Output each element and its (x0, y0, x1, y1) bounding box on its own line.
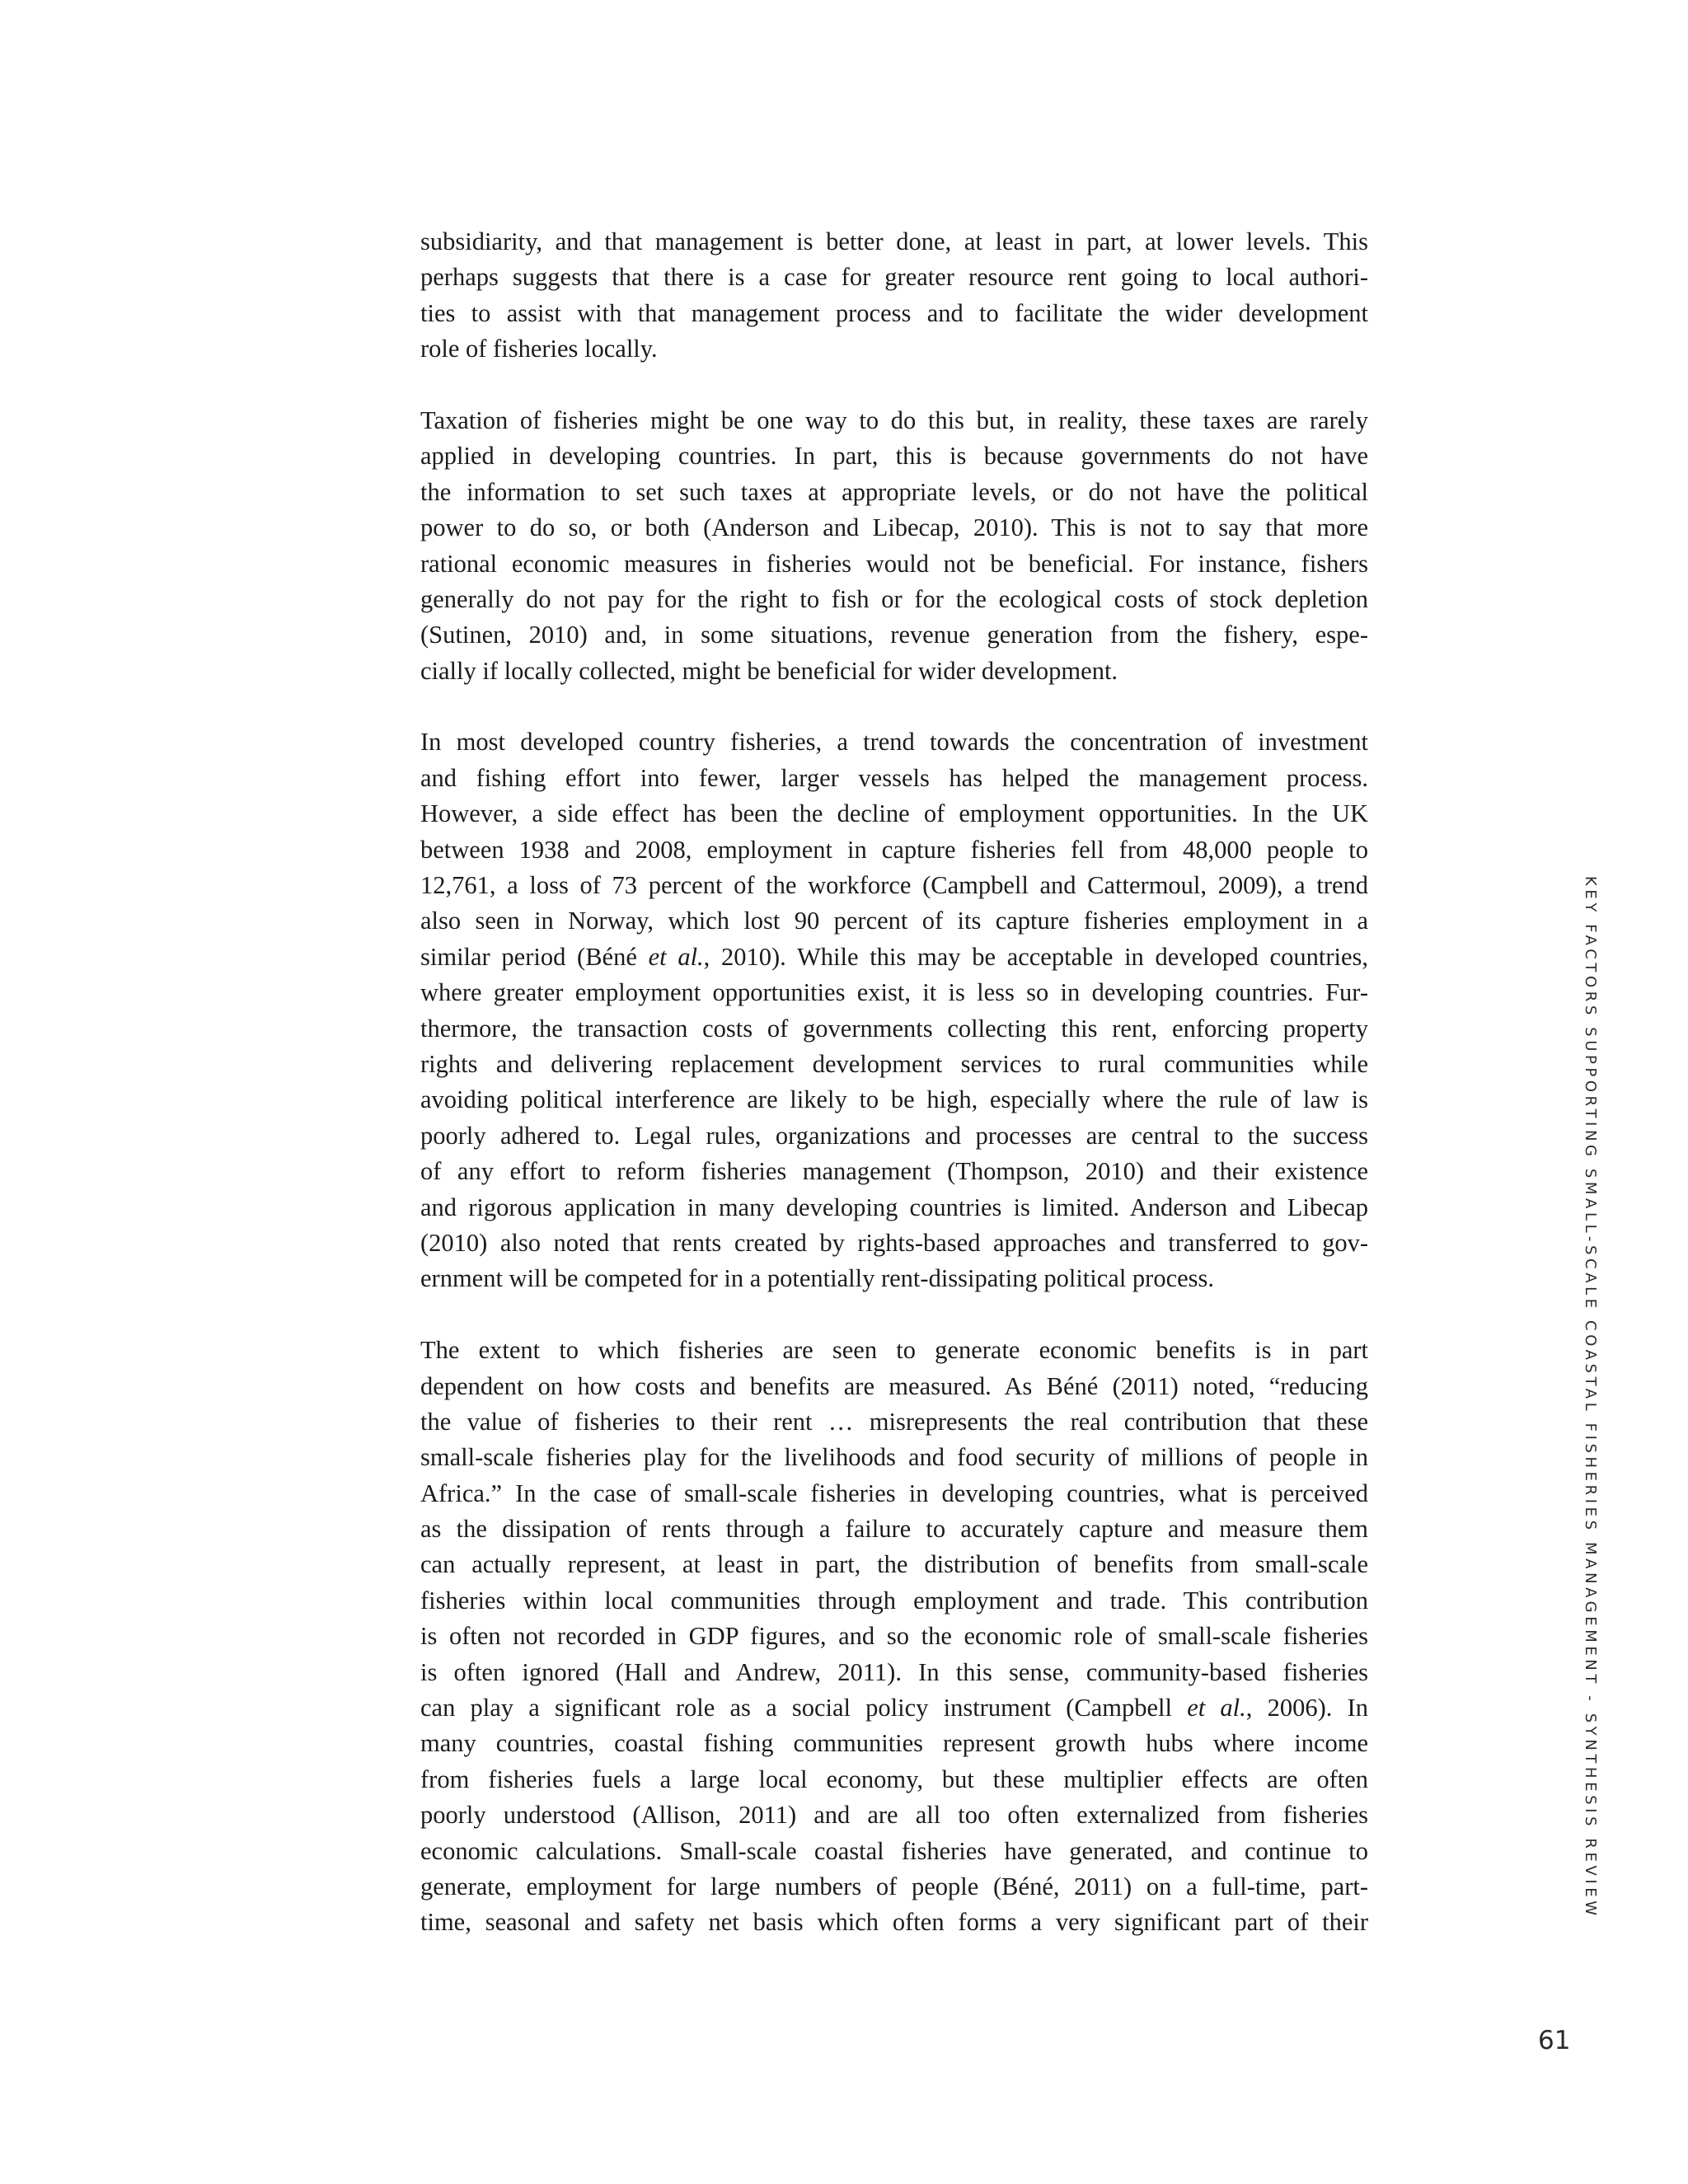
text-line: perhaps suggests that there is a case for greater resource rent going to local authori- (420, 263, 1368, 292)
paragraph (420, 724, 1368, 1296)
text-line: as the dissipation of rents through a failure to accurately capture and measure them (420, 1515, 1368, 1544)
text-line: time, seasonal and safety net basis which often forms a very significant part of their (420, 1908, 1368, 1937)
paragraph (420, 1333, 1368, 1941)
text-line: and fishing effort into fewer, larger vessels has helped the management process. (420, 763, 1368, 792)
running-header: KEY FACTORS SUPPORTING SMALL-SCALE COASTAL FISHERIES MANAGEMENT - SYNTHESIS REVIEW (1582, 876, 1599, 1919)
text-line: However, a side effect has been the decline of employment opportunities. In the UK (420, 799, 1368, 828)
text-line: rights and delivering replacement development services to rural communities while (420, 1049, 1368, 1078)
paragraph (420, 224, 1368, 368)
text-line: power to do so, or both (Anderson and Libecap, 2010). This is not to say that more (420, 513, 1368, 542)
text-line: the information to set such taxes at appropriate levels, or do not have the political (420, 477, 1368, 506)
text-line: from fisheries fuels a large local economy, but these multiplier effects are often (420, 1765, 1368, 1793)
text-line: generate, employment for large numbers of people (Béné, 2011) on a full-time, part- (420, 1872, 1368, 1900)
text-line: is often not recorded in GDP figures, and so the economic role of small-scale fisheries (420, 1622, 1368, 1651)
text-line: ernment will be competed for in a potentially rent-dissipating political process. (420, 1264, 1215, 1293)
text-line: dependent on how costs and benefits are measured. As Béné (2011) noted, “reducing (420, 1371, 1368, 1400)
text-line: and rigorous application in many developing countries is limited. Anderson and Libecap (420, 1193, 1368, 1221)
paragraph (420, 403, 1368, 689)
text-line: fisheries within local communities through employment and trade. This contribution (420, 1586, 1368, 1615)
text-line: the value of fisheries to their rent … misrepresents the real contribution that these (420, 1407, 1368, 1436)
italic-citation: et al. (648, 942, 704, 971)
text-line: poorly understood (Allison, 2011) and are all too often externalized from fisheries (420, 1801, 1368, 1830)
text-line: where greater employment opportunities exist, it is less so in developing countries. Fur- (420, 978, 1368, 1007)
text-line: role of fisheries locally. (420, 335, 658, 363)
text-line: can actually represent, at least in part, the distribution of benefits from small-scale (420, 1550, 1368, 1579)
text-line: poorly adhered to. Legal rules, organizations and processes are central to the success (420, 1121, 1368, 1150)
text-line: can play a significant role as a social policy instrument (Campbell et al., 2006). In (420, 1694, 1368, 1722)
text-line: many countries, coastal fishing communities represent growth hubs where income (420, 1729, 1368, 1758)
text-line: economic calculations. Small-scale coastal fisheries have generated, and continue to (420, 1836, 1368, 1865)
text-line: ties to assist with that management process and to facilitate the wider development (420, 298, 1368, 327)
text-line: (2010) also noted that rents created by rights-based approaches and transferred to gov- (420, 1228, 1368, 1257)
text-line: applied in developing countries. In part, this is because governments do not have (420, 442, 1368, 471)
text-line: between 1938 and 2008, employment in capture fisheries fell from 48,000 people to (420, 835, 1368, 864)
text-line: generally do not pay for the right to fish or for the ecological costs of stock depletion (420, 584, 1368, 613)
text-line: small-scale fisheries play for the livelihoods and food security of millions of people in (420, 1443, 1368, 1472)
text-line: In most developed country fisheries, a trend towards the concentration of investment (420, 728, 1368, 757)
text-line: 12,761, a loss of 73 percent of the workforce (Campbell and Cattermoul, 2009), a trend (420, 871, 1368, 900)
text-line: cially if locally collected, might be beneficial for wider development. (420, 656, 1118, 685)
text-line: thermore, the transaction costs of governments collecting this rent, enforcing property (420, 1014, 1368, 1043)
text-line: rational economic measures in fisheries would not be beneficial. For instance, fishers (420, 549, 1368, 578)
text-line: subsidiarity, and that management is better done, at least in part, at lower levels. This (420, 227, 1368, 255)
text-line: Taxation of fisheries might be one way to do this but, in reality, these taxes are rarely (420, 405, 1368, 434)
text-line: similar period (Béné et al., 2010). While this may be acceptable in developed countries, (420, 942, 1368, 971)
text-line: also seen in Norway, which lost 90 percent of its capture fisheries employment in a (420, 907, 1368, 935)
text-line: is often ignored (Hall and Andrew, 2011). In this sense, community-based fisheries (420, 1657, 1368, 1686)
italic-citation: et al. (1187, 1694, 1246, 1722)
text-line: (Sutinen, 2010) and, in some situations, revenue generation from the fishery, espe- (420, 621, 1368, 649)
text-line: of any effort to reform fisheries management (Thompson, 2010) and their existence (420, 1157, 1368, 1186)
text-line: The extent to which fisheries are seen to generate economic benefits is in part (420, 1336, 1368, 1365)
text-line: Africa.” In the case of small-scale fisheries in developing countries, what is perceived (420, 1479, 1368, 1507)
page-number: 61 (1538, 2026, 1571, 2055)
body-text (420, 224, 1368, 1976)
text-line: avoiding political interference are likely to be high, especially where the rule of law is (420, 1085, 1368, 1114)
